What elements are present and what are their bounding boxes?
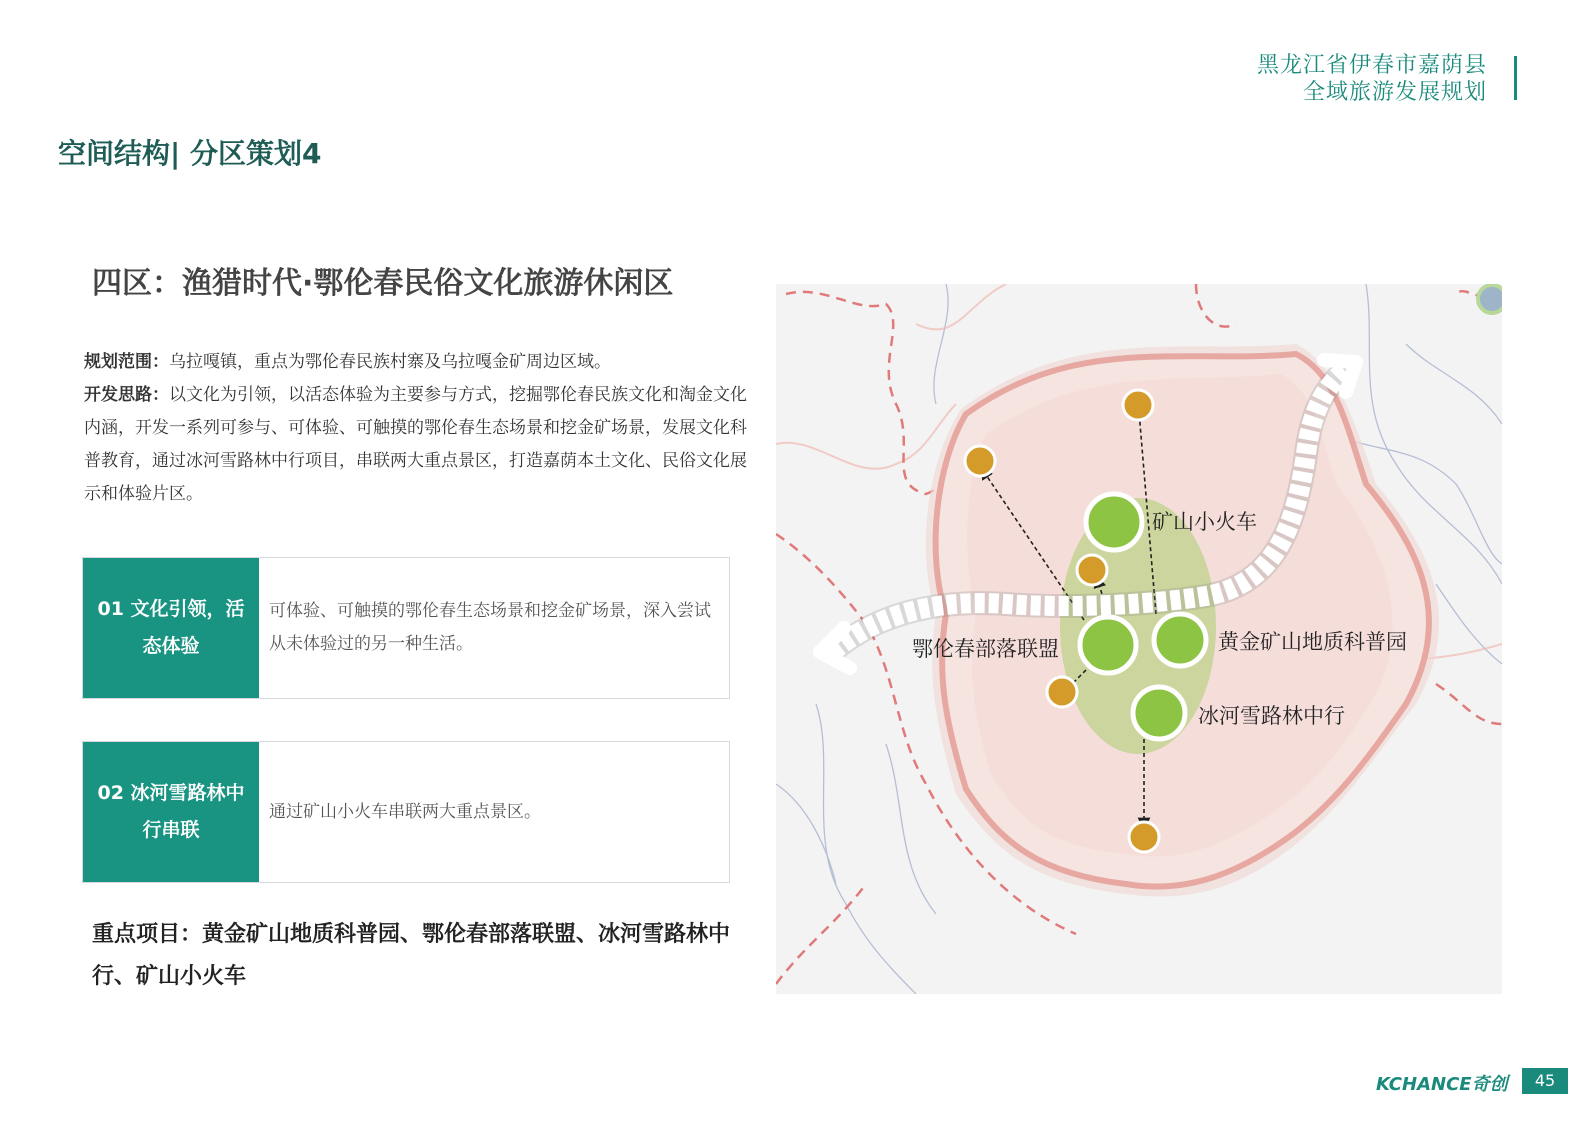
document-title xyxy=(1257,52,1487,106)
section-title: 空间结构| 分区策划4 xyxy=(58,137,322,170)
node-ice xyxy=(1133,687,1185,739)
label-ice: 冰河雪路林中行 xyxy=(1198,704,1345,728)
label-train: 矿山小火车 xyxy=(1152,510,1257,534)
strategy-card-tag: 01 文化引领，活态体验 xyxy=(83,558,259,698)
label-gold: 黄金矿山地质科普园 xyxy=(1218,630,1407,654)
node-train xyxy=(1086,494,1142,550)
strategy-card-text: 通过矿山小火车串联两大重点景区。 xyxy=(269,801,541,822)
scope-paragraph xyxy=(84,346,754,379)
brand-logo: KCHANCE奇创 xyxy=(1376,1074,1508,1095)
compass-badge xyxy=(1478,285,1502,313)
scope-text: 乌拉嘎镇，重点为鄂伦春民族村寨及乌拉嘎金矿周边区域。 xyxy=(169,352,611,372)
node-gold xyxy=(1154,614,1206,666)
idea-paragraph xyxy=(84,379,754,511)
node-tribe xyxy=(1080,617,1136,673)
scope-label: 规划范围： xyxy=(84,352,169,372)
strategy-card-text: 可体验、可触摸的鄂伦春生态场景和挖金矿场景，深入尝试从未体验过的另一种生活。 xyxy=(269,601,711,654)
strategy-card-1 xyxy=(82,557,730,699)
idea-text: 以文化为引领，以活态体验为主要参与方式，挖掘鄂伦春民族文化和淘金文化内涵，开发一系列可参与、可体验、可触摸的鄂伦春生态场景和挖金矿场景，发展文化科普教育，通过冰河雪路林中行项目，串联两大重点景区，打造嘉荫本土文化、民俗文化展示和体验片区。 xyxy=(84,385,747,504)
document-title-line2: 全域旅游发展规划 xyxy=(1302,80,1487,105)
label-tribe: 鄂伦春部落联盟 xyxy=(912,637,1059,661)
key-projects: 重点项目：黄金矿山地质科普园、鄂伦春部落联盟、冰河雪路林中行、矿山小火车 xyxy=(92,922,731,989)
strategy-card-2 xyxy=(82,741,730,883)
document-title-line1: 黑龙江省伊春市嘉荫县 xyxy=(1256,53,1487,78)
strategy-card-tag: 02 冰河雪路林中行串联 xyxy=(83,742,259,882)
zone-map xyxy=(776,284,1502,994)
description xyxy=(84,346,754,511)
zone-title: 四区：渔猎时代·鄂伦春民俗文化旅游休闲区 xyxy=(92,266,674,301)
idea-label: 开发思路： xyxy=(84,385,169,405)
header-divider xyxy=(1514,56,1517,100)
page-number: 45 xyxy=(1522,1068,1568,1094)
